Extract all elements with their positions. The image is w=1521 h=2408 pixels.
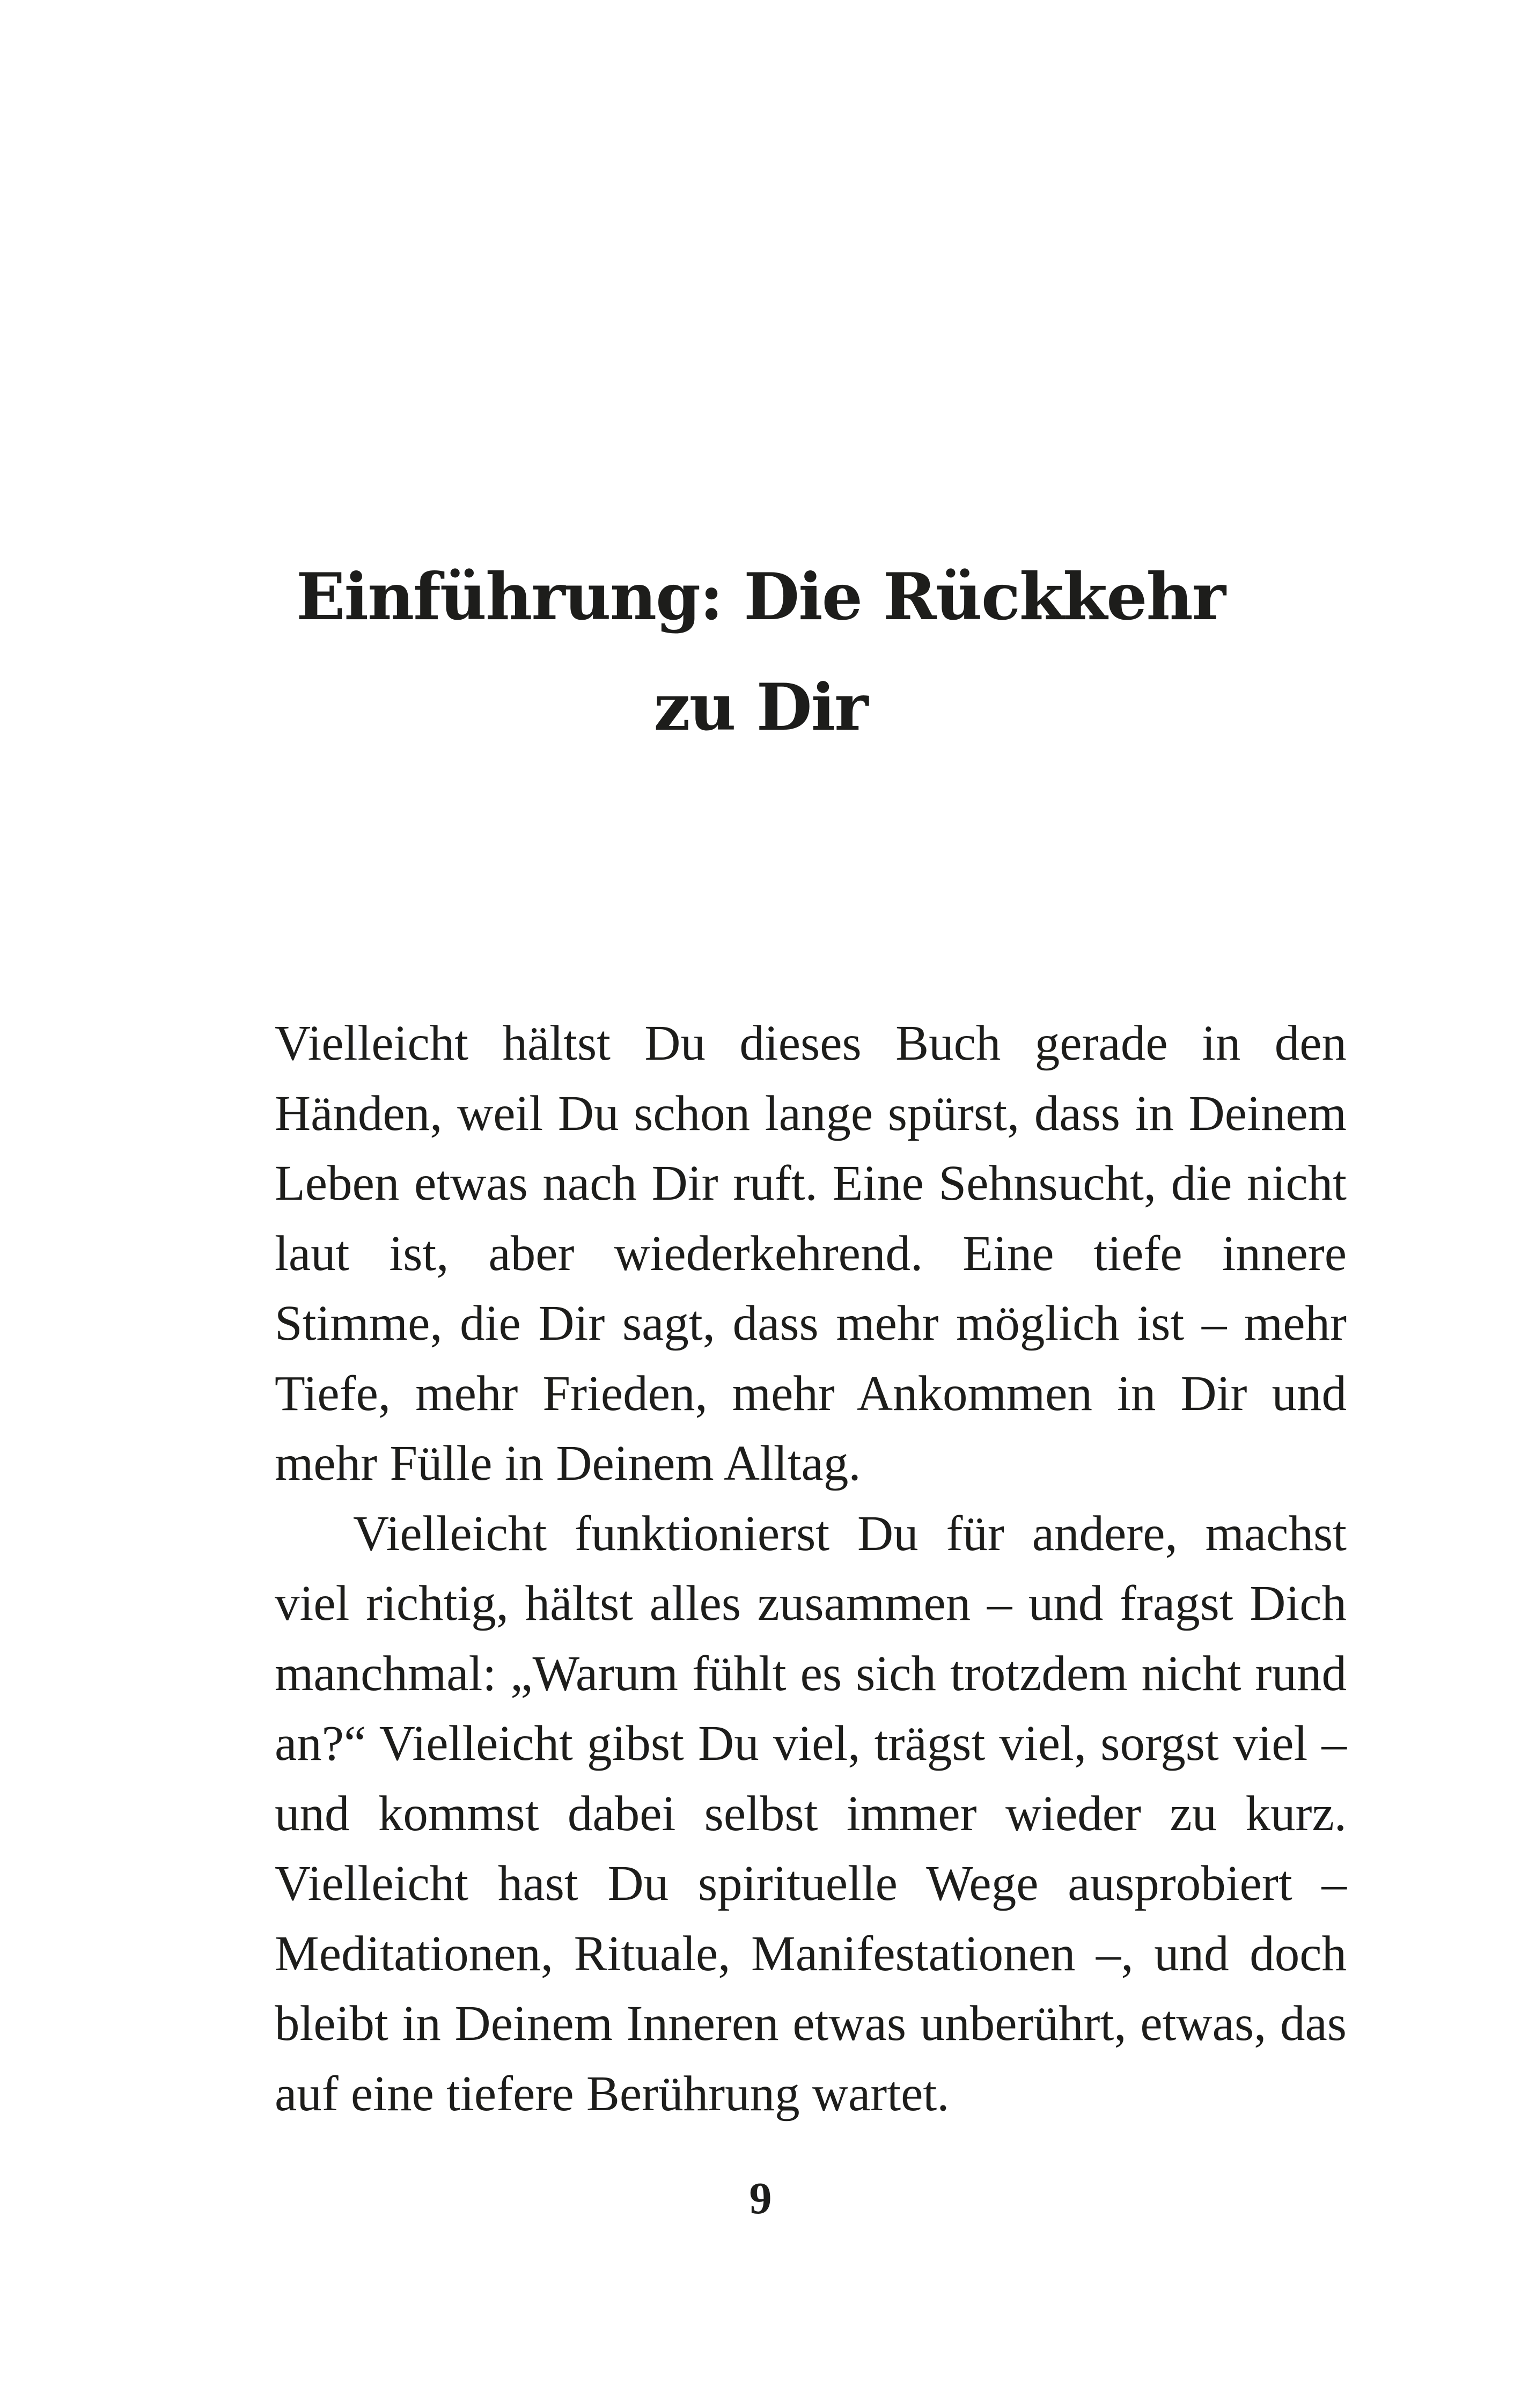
- body-text: [275, 1009, 1347, 2129]
- paragraph-2: Vielleicht funktionierst Du für andere, machst viel richtig, hältst alles zusammen – und fragst Dich manchmal: „Warum fühlt es sich trotzdem nicht rund an?“ Vielleicht gibst Du viel, trägst viel, sorgst viel – und kommst dabei selbst immer wieder zu kurz. Vielleicht hast Du spirituelle Wege ausprobiert – Meditationen, Rituale, Manifestationen –, und doch bleibt in Deinem Inneren etwas unberührt, etwas, das auf eine tiefere Berührung wartet.: [275, 1506, 1347, 2121]
- chapter-title-line-2: zu Dir: [653, 670, 868, 745]
- chapter-title: [0, 542, 1521, 763]
- paragraph-1: Vielleicht hältst Du dieses Buch gerade in den Händen, weil Du schon lange spürst, dass in Deinem Leben etwas nach Dir ruft. Eine Sehnsucht, die nicht laut ist, aber wiederkehrend. Eine tiefe innere Stimme, die Dir sagt, dass mehr möglich ist – mehr Tiefe, mehr Frieden, mehr Ankommen in Dir und mehr Fülle in Deinem Alltag.: [275, 1016, 1347, 1491]
- page-number: 9: [749, 2174, 772, 2223]
- chapter-title-line-1: Einführung: Die Rückkehr: [296, 559, 1225, 635]
